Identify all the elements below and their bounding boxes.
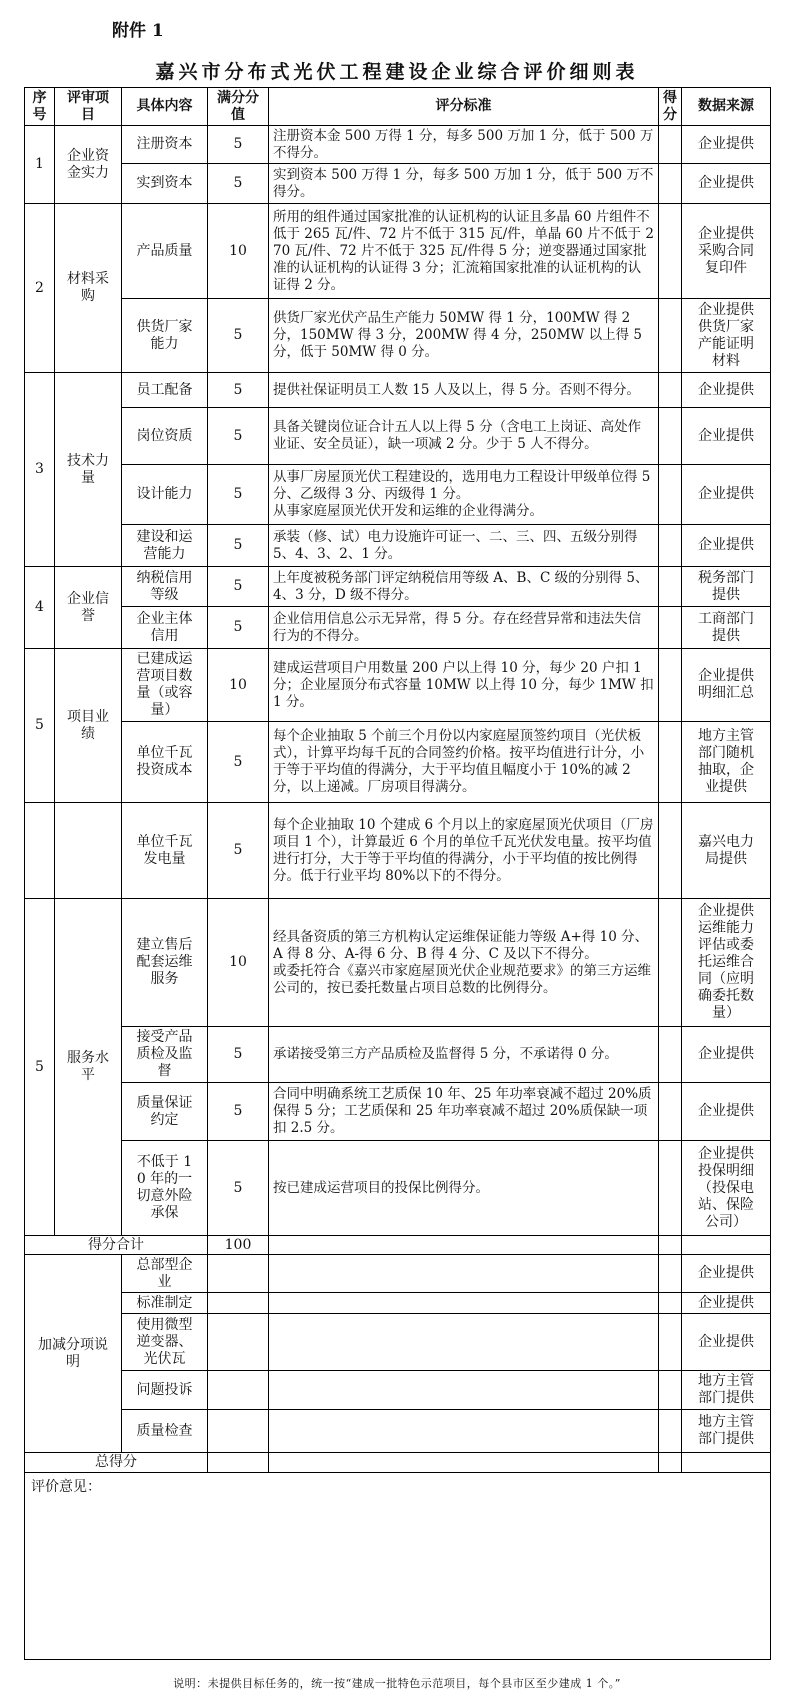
score-cell [659,525,682,567]
total-row [25,1453,771,1473]
source-cell: 地方主管部门随机抽取，企业提供 [682,722,771,803]
content-cell: 质量保证约定 [122,1083,208,1141]
attachment-label: 附件 1 [112,21,164,41]
content-cell: 建立售后配套运维服务 [122,899,208,1027]
content-cell: 产品质量 [122,204,208,299]
footnote: 说明：未提供目标任务的，统一按“建成一批特色示范项目，每个县市区至少建成 1 个。” [173,1677,621,1690]
standard-cell [269,1453,659,1473]
standard-cell: 具备关键岗位证合计五人以上得 5 分（含电工上岗证、高处作业证、安全员证），缺一项减 2 分。少于 5 人不得分。 [269,408,659,465]
standard-cell [269,1410,659,1453]
score-cell [659,1083,682,1141]
evaluation-table [24,87,771,1660]
source-cell: 企业提供 [682,373,771,408]
table-row [25,465,771,525]
full-score-cell: 5 [208,1027,269,1083]
standard-cell: 从事厂房屋顶光伏工程建设的，选用电力工程设计甲级单位得 5 分、乙级得 3 分、丙级得 1 分。 从事家庭屋顶光伏开发和运维的企业得满分。 [269,465,659,525]
table-row [25,373,771,408]
table-row [25,899,771,1027]
source-cell: 企业提供供货厂家产能证明材料 [682,299,771,373]
content-cell: 建设和运营能力 [122,525,208,567]
content-cell: 不低于 10 年的一切意外险承保 [122,1141,208,1236]
adjustments-label: 加减分项说明 [25,1255,122,1453]
score-cell [659,722,682,803]
review-item: 服务水平 [55,899,122,1236]
full-score-cell: 5 [208,126,269,164]
full-score-cell: 5 [208,525,269,567]
source-cell: 企业提供 [682,1083,771,1141]
table-row [25,299,771,373]
content-cell: 实到资本 [122,164,208,204]
standard-cell: 实到资本 500 万得 1 分，每多 500 万加 1 分，低于 500 万不得分。 [269,164,659,204]
source-cell: 地方主管部门提供 [682,1371,771,1410]
standard-cell: 经具备资质的第三方机构认定运维保证能力等级 A+得 10 分、A 得 8 分、A-得 6 分、B 得 4 分、C 及以下不得分。 或委托符合《嘉兴市家庭屋顶光伏企业规范要求》的第三方运维公司的，按已委托数量占项目总数的比例得分。 [269,899,659,1027]
header-standard: 评分标准 [269,88,659,126]
full-score-cell: 5 [208,373,269,408]
source-cell: 企业提供 [682,1314,771,1371]
review-item [55,803,122,899]
table-row [25,722,771,803]
standard-cell [269,1293,659,1314]
full-score-cell: 10 [208,649,269,722]
score-cell [659,1255,682,1293]
adjustment-row [25,1371,771,1410]
subtotal-label: 得分合计 [25,1236,208,1255]
source-cell: 企业提供 [682,525,771,567]
score-cell [659,649,682,722]
standard-cell: 企业信用信息公示无异常，得 5 分。存在经营异常和违法失信行为的不得分。 [269,607,659,649]
full-score-cell: 5 [208,408,269,465]
full-score-cell [208,1293,269,1314]
review-item: 企业资金实力 [55,126,122,204]
content-cell: 质量检查 [122,1410,208,1453]
full-score-cell: 10 [208,899,269,1027]
section-number: 2 [25,204,55,373]
subtotal-full-score: 100 [208,1236,269,1255]
review-item: 材料采购 [55,204,122,373]
section-number: 4 [25,567,55,649]
score-cell [659,408,682,465]
table-row [25,607,771,649]
score-cell [659,204,682,299]
total-label: 总得分 [25,1453,208,1473]
comments-cell: 评价意见： [25,1473,771,1660]
standard-cell: 每个企业抽取 5 个前三个月份以内家庭屋顶签约项目（光伏板式），计算平均每千瓦的合同签约价格。按平均值进行计分，小于等于平均值的得满分，大于平均值且幅度小于 10%的减 2 分，以上递减。厂房项目得满分。 [269,722,659,803]
full-score-cell [208,1314,269,1371]
full-score-cell [208,1255,269,1293]
score-cell [659,126,682,164]
source-cell: 地方主管部门提供 [682,1410,771,1453]
review-item: 企业信誉 [55,567,122,649]
source-cell: 企业提供运维能力评估或委托运维合同（应明确委托数量） [682,899,771,1027]
full-score-cell: 5 [208,803,269,899]
full-score-cell: 5 [208,722,269,803]
review-item: 技术力量 [55,373,122,567]
full-score-cell [208,1453,269,1473]
table-row [25,567,771,607]
adjustment-row [25,1410,771,1453]
content-cell: 标准制定 [122,1293,208,1314]
full-score-cell: 5 [208,607,269,649]
subtotal-row [25,1236,771,1255]
source-cell: 企业提供明细汇总 [682,649,771,722]
table-row [25,525,771,567]
header-row [25,88,771,126]
standard-cell: 上年度被税务部门评定纳税信用等级 A、B、C 级的分别得 5、4、3 分，D 级不得分。 [269,567,659,607]
content-cell: 单位千瓦投资成本 [122,722,208,803]
standard-cell: 合同中明确系统工艺质保 10 年、25 年功率衰减不超过 20%质保得 5 分；工艺质保和 25 年功率衰减不超过 20%质保缺一项扣 2.5 分。 [269,1083,659,1141]
source-cell: 企业提供投保明细（投保电站、保险公司） [682,1141,771,1236]
content-cell: 岗位资质 [122,408,208,465]
content-cell: 问题投诉 [122,1371,208,1410]
page-title: 嘉兴市分布式光伏工程建设企业综合评价细则表 [155,61,639,83]
source-cell: 企业提供 [682,408,771,465]
content-cell: 员工配备 [122,373,208,408]
standard-cell: 承装（修、试）电力设施许可证一、二、三、四、五级分别得 5、4、3、2、1 分。 [269,525,659,567]
full-score-cell [208,1410,269,1453]
source-cell: 企业提供 [682,164,771,204]
score-cell [659,299,682,373]
score-cell [659,607,682,649]
score-cell [659,1371,682,1410]
standard-cell [269,1255,659,1293]
content-cell: 已建成运营项目数量（或容量） [122,649,208,722]
score-cell [659,1236,682,1255]
standard-cell: 注册资本金 500 万得 1 分，每多 500 万加 1 分，低于 500 万不得分。 [269,126,659,164]
full-score-cell: 5 [208,465,269,525]
source-cell [682,1236,771,1255]
source-cell: 企业提供 [682,1255,771,1293]
standard-cell [269,1236,659,1255]
content-cell: 单位千瓦发电量 [122,803,208,899]
full-score-cell: 5 [208,567,269,607]
score-cell [659,1141,682,1236]
table-row [25,649,771,722]
header-review-item: 评审项目 [55,88,122,126]
header-number: 序号 [25,88,55,126]
score-cell [659,164,682,204]
table-body [25,126,771,1660]
source-cell: 企业提供 [682,1027,771,1083]
section-number: 5 [25,649,55,803]
content-cell: 接受产品质检及监督 [122,1027,208,1083]
table-row [25,1141,771,1236]
score-cell [659,465,682,525]
full-score-cell: 10 [208,204,269,299]
standard-cell: 所用的组件通过国家批准的认证机构的认证且多晶 60 片组件不低于 265 瓦/件、72 片不低于 315 瓦/件，单晶 60 片不低于 270 瓦/件、72 片不低于 325 瓦/件得 5 分；逆变器通过国家批准的认证机构的认证得 3 分；汇流箱国家批准的认证机构的认证得 2 分。 [269,204,659,299]
score-cell [659,1410,682,1453]
score-cell [659,803,682,899]
header-full-score: 满分分值 [208,88,269,126]
table-row [25,803,771,899]
header-source: 数据来源 [682,88,771,126]
header-score: 得分 [659,88,682,126]
score-cell [659,1314,682,1371]
adjustment-row [25,1314,771,1371]
full-score-cell: 5 [208,1141,269,1236]
adjustment-row [25,1255,771,1293]
standard-cell: 承诺接受第三方产品质检及监督得 5 分，不承诺得 0 分。 [269,1027,659,1083]
source-cell: 企业提供采购合同复印件 [682,204,771,299]
standard-cell [269,1314,659,1371]
source-cell: 税务部门提供 [682,567,771,607]
content-cell: 注册资本 [122,126,208,164]
table-row [25,1083,771,1141]
score-cell [659,1027,682,1083]
standard-cell: 提供社保证明员工人数 15 人及以上，得 5 分。否则不得分。 [269,373,659,408]
standard-cell [269,1371,659,1410]
review-item: 项目业绩 [55,649,122,803]
score-cell [659,373,682,408]
score-cell [659,1293,682,1314]
content-cell: 企业主体信用 [122,607,208,649]
full-score-cell: 5 [208,164,269,204]
full-score-cell: 5 [208,1083,269,1141]
section-number: 5 [25,899,55,1236]
standard-cell: 按已建成运营项目的投保比例得分。 [269,1141,659,1236]
standard-cell: 每个企业抽取 10 个建成 6 个月以上的家庭屋顶光伏项目（厂房项目 1 个），计算最近 6 个月的单位千瓦光伏发电量。按平均值进行打分，大于等于平均值的得满分，小于平均值的按比例得分。低于行业平均 80%以下的不得分。 [269,803,659,899]
content-cell: 供货厂家能力 [122,299,208,373]
content-cell: 纳税信用等级 [122,567,208,607]
table-row [25,1027,771,1083]
section-number [25,803,55,899]
score-cell [659,567,682,607]
content-cell: 设计能力 [122,465,208,525]
adjustment-row [25,1293,771,1314]
comments-row [25,1473,771,1660]
section-number: 3 [25,373,55,567]
standard-cell: 供货厂家光伏产品生产能力 50MW 得 1 分，100MW 得 2 分，150MW 得 3 分，200MW 得 4 分，250MW 以上得 5 分，低于 50MW 得 0 分。 [269,299,659,373]
table-row [25,408,771,465]
source-cell: 企业提供 [682,465,771,525]
source-cell: 工商部门提供 [682,607,771,649]
source-cell: 企业提供 [682,126,771,164]
source-cell [682,1453,771,1473]
full-score-cell [208,1371,269,1410]
standard-cell: 建成运营项目户用数量 200 户以上得 10 分，每少 20 户扣 1 分；企业屋顶分布式容量 10MW 以上得 10 分，每少 1MW 扣 1 分。 [269,649,659,722]
table-row [25,126,771,164]
table-row [25,204,771,299]
header-content: 具体内容 [122,88,208,126]
table-row [25,164,771,204]
section-number: 1 [25,126,55,204]
content-cell: 总部型企业 [122,1255,208,1293]
source-cell: 企业提供 [682,1293,771,1314]
source-cell: 嘉兴电力局提供 [682,803,771,899]
score-cell [659,1453,682,1473]
full-score-cell: 5 [208,299,269,373]
content-cell: 使用微型逆变器、光伏瓦 [122,1314,208,1371]
score-cell [659,899,682,1027]
